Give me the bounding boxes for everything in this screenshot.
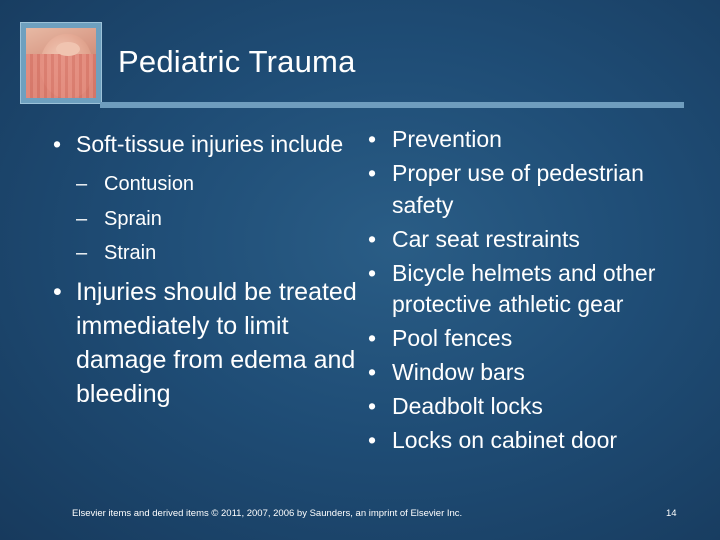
left-column (50, 128, 362, 417)
slide-title: Pediatric Trauma (118, 44, 356, 79)
bullet-text: Prevention (392, 126, 502, 152)
bullet-marker: • (368, 126, 377, 152)
right-bullet-pool-fences (366, 323, 706, 355)
bullet-text: Injuries should be treated immediately to limit damage from edema and bleeding (76, 277, 357, 408)
left-bullet-soft-tissue (50, 128, 362, 161)
pregnant-woman-photo (26, 28, 96, 98)
bullet-text: Proper use of pedestrian safety (392, 160, 644, 218)
right-column (366, 124, 706, 459)
bullet-text: Bicycle helmets and other protective athletic gear (392, 259, 656, 317)
slide-header (0, 0, 720, 108)
bullet-marker: • (368, 259, 377, 286)
copyright-footer: Elsevier items and derived items © 2011, 2007, 2006 by Saunders, an imprint of Elsevier Inc. (72, 508, 463, 519)
right-bullet-window-bars (366, 357, 706, 389)
sub-bullet-marker: – (76, 242, 88, 264)
header-photo-frame (20, 22, 102, 104)
bullet-text: Locks on cabinet door (392, 427, 618, 453)
bullet-text: Soft-tissue injuries include (76, 131, 344, 157)
bullet-marker: • (368, 359, 377, 385)
right-bullet-bicycle-helmets (366, 258, 706, 321)
sub-bullet-contusion (50, 167, 362, 202)
bullet-text: Deadbolt locks (392, 393, 543, 419)
sub-bullet-text: Sprain (104, 207, 162, 230)
sub-bullet-strain (50, 236, 362, 271)
photo-dress-shape (26, 54, 96, 98)
bullet-marker: • (53, 277, 62, 306)
sub-bullet-text: Strain (104, 242, 157, 264)
bullet-marker: • (368, 393, 377, 419)
page-number: 14 (666, 508, 677, 519)
right-bullet-pedestrian-safety (366, 158, 706, 221)
sub-bullet-marker: – (76, 207, 88, 230)
right-bullet-car-seat (366, 224, 706, 256)
bullet-marker: • (368, 160, 377, 186)
left-bullet-injuries (50, 275, 362, 411)
sub-bullet-marker: – (76, 173, 88, 195)
bullet-text: Car seat restraints (392, 225, 580, 252)
bullet-marker: • (368, 427, 377, 453)
right-bullet-cabinet-locks (366, 425, 706, 457)
title-underline (100, 102, 684, 108)
right-bullet-prevention (366, 124, 706, 156)
bullet-marker: • (53, 131, 62, 157)
bullet-text: Window bars (392, 359, 525, 385)
sub-bullet-sprain (50, 202, 362, 237)
bullet-marker: • (368, 325, 377, 351)
photo-hand-shape (56, 42, 80, 56)
bullet-text: Pool fences (392, 325, 513, 351)
right-bullet-deadbolt-locks (366, 391, 706, 423)
bullet-marker: • (368, 225, 377, 252)
sub-bullet-text: Contusion (104, 173, 195, 195)
